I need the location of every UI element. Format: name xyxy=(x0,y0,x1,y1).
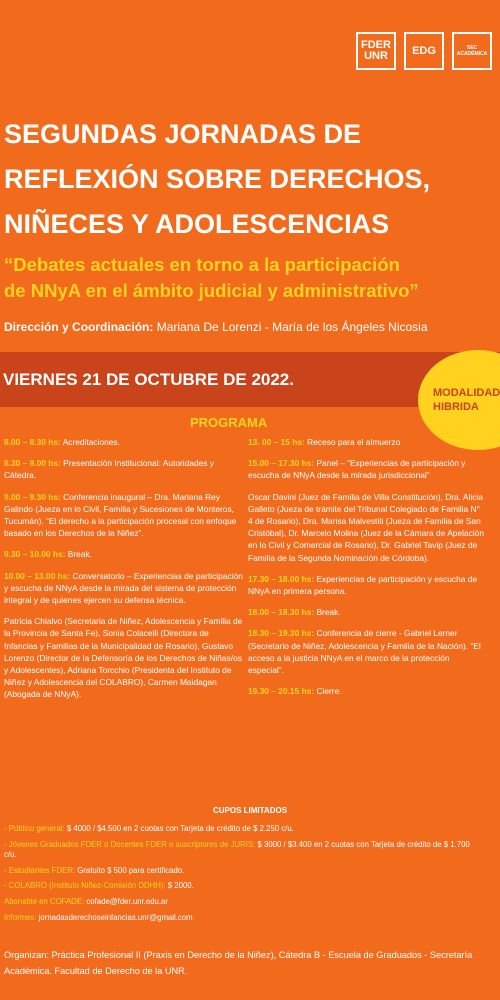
contact-email[interactable]: jornadasderechoseinfancias.unr@gmail.com xyxy=(36,912,193,922)
program-item xyxy=(248,627,484,676)
event-title xyxy=(4,112,494,247)
program-column-right xyxy=(248,436,484,706)
fee-value: $ 2000. xyxy=(165,881,194,891)
organizers-text: Organizan: Práctica Profesional II (Praxis en Derecho de la Niñez), Cátedra B - Escuela de Graduados - Secretaría Académica. Facultad de Derecho de la UNR. xyxy=(4,950,473,976)
program-time: 18.30 – 19.30 hs: xyxy=(248,628,315,639)
program-item xyxy=(4,548,244,560)
program-item xyxy=(4,436,244,448)
fee-value: $ 4000 / $4.500 en 2 cuotas con Tarjeta de crédito de $ 2.250 c/u. xyxy=(64,824,294,833)
program-desc: Receso para el almuerzo xyxy=(307,437,401,447)
fee-label: - COLABRO (Instituto Niñez-Comisión DDHH): xyxy=(4,881,166,891)
fees-list xyxy=(4,824,484,928)
event-date: VIERNES 21 DE OCTUBRE DE 2022. xyxy=(3,369,294,389)
contact-email[interactable]: cofade@fder.unr.edu.ar xyxy=(84,896,168,906)
program-desc: Patricia Chialvo (Secretaria de Niñez, Adolescencia y Familia de la Provincia de Santa Fe), Sonia Colacelli (Directora de Infancias y Familias de la Municipalidad de Rosario), Gustavo Lorenzo (Director de la Defensoría de los Derechos de Niñas/os y Adolescentes), Adriana Torcchio (Presidenta del Instituto de Niñez y Adolescencia del COLABRO), Carmen Maidagan (Abogada de NNyA). xyxy=(4,616,243,700)
fee-item xyxy=(4,840,484,861)
fee-label: Abonable en COFADE: xyxy=(4,896,85,906)
program-desc: Break. xyxy=(316,607,341,618)
modalidad-line: MODALIDAD xyxy=(433,387,500,399)
program-item xyxy=(248,457,484,481)
program-time: 17.30 – 18.00 hs: xyxy=(248,573,315,584)
program-item xyxy=(4,491,244,540)
direccion-names: Mariana De Lorenzi - María de los Ángeles Nicosia xyxy=(156,320,428,334)
program-item xyxy=(248,685,484,697)
program-desc: Acreditaciones. xyxy=(62,437,120,447)
fder-unr-logo: FDER UNR xyxy=(356,32,396,70)
program-time: 8.00 – 8.30 hs: xyxy=(4,437,61,447)
program-desc: Conversatorio – Experiencias de participación y escucha de NNyA desde la mirada del sistema de protección integral y de quienes ejercen su defensa técnica. xyxy=(4,570,243,606)
program-time: 9.00 – 9.30 hs: xyxy=(4,491,61,502)
program-time: 18.00 – 18.30 hs: xyxy=(248,607,315,618)
program-desc: Cierre. xyxy=(316,686,342,697)
program-item xyxy=(248,436,484,448)
fee-item xyxy=(4,897,484,908)
edg-logo: EDG xyxy=(404,32,444,70)
title-line: REFLEXIÓN SOBRE DERECHOS, xyxy=(4,164,431,194)
fee-value: $ 3000 / $3.400 en 2 cuotas con Tarjeta de crédito de $ 1.700 c/u. xyxy=(4,839,470,860)
program-time: 19.30 – 20.15 hs: xyxy=(248,686,315,697)
program-desc: Panel – “Experiencias de participación y escucha de NNyA desde la mirada jurisdiccional” xyxy=(248,458,466,481)
title-line: SEGUNDAS JORNADAS DE xyxy=(4,119,362,149)
program-time: 8.30 – 9.00 hs: xyxy=(4,458,61,469)
program-item xyxy=(248,573,484,597)
sec-academica-logo: SEC ACADÉMICA xyxy=(452,32,492,70)
program-column-left xyxy=(4,436,244,710)
program-item xyxy=(4,457,244,481)
program-time: 9.30 – 10.00 hs: xyxy=(4,549,66,560)
title-line: NIÑECES Y ADOLESCENCIAS xyxy=(4,209,390,239)
subtitle-line: “Debates actuales en torno a la participación xyxy=(4,254,400,275)
fee-label: - Estudiantes FDER: xyxy=(4,865,76,875)
program-desc: Presentación Institucional: Autoridades y Cátedra. xyxy=(4,458,214,481)
fee-label: - Público general: xyxy=(4,824,65,833)
fee-label: Informes: xyxy=(4,912,37,922)
program-desc: Experiencias de participación y escucha de NNyA en primera persona. xyxy=(248,573,478,597)
program-speakers xyxy=(248,491,484,564)
program-time: 15.00 – 17.30 hs: xyxy=(248,458,315,469)
modalidad-line: HIBRIDA xyxy=(433,401,479,413)
program-desc: Oscar Davini (Juez de Familia de Villa Constitución), Dra. Alicia Galleto (Jueza de trámite del Tribunal Colegiado de Familia N° 4 de Rosario), Dra. Marisa Malvestiti (Jueza de Familia de San Cristóbal), Dr. Marcelo Molina (Juez de la Cámara de Apelación en lo Civil y Comercial de Rosario), Dr. Gabriel Tavip (Juez de Familia de la Segunda Nominación de Córdoba). xyxy=(248,491,484,563)
direccion-coordinacion xyxy=(4,320,428,334)
logo-group xyxy=(356,32,492,70)
fee-label: - Jóvenes Graduados FDER o Docentes FDER o suscriptores de JURIS: xyxy=(4,839,256,849)
fee-item xyxy=(4,913,484,924)
program-item xyxy=(4,570,244,607)
subtitle-line: de NNyA en el ámbito judicial y administrativo” xyxy=(4,280,419,301)
programa-heading: PROGRAMA xyxy=(190,415,268,430)
fee-item xyxy=(4,824,484,835)
fee-item xyxy=(4,866,484,877)
direccion-label: Dirección y Coordinación: xyxy=(4,320,154,334)
program-desc: Break. xyxy=(67,549,93,560)
program-desc: Conferencia inaugural – Dra. Mariana Rey Galindo (Jueza en lo Civil, Familia y Sucesiones de Monteros, Tucumán). “El derecho a la participación procesal con enfoque basado en los Derechos de la Niñez”. xyxy=(4,491,237,539)
fee-value: Gratuito $ 500 para certificado. xyxy=(75,865,185,875)
program-time: 10.00 – 13.00 hs: xyxy=(4,570,71,581)
program-desc: Conferencia de cierre - Gabriel Lerner (Secretario de Niñez, Adolescencia y Familia de la Nación). “El acceso a la justicia NNyA en el marco de la protección especial”. xyxy=(248,628,481,676)
fee-item xyxy=(4,881,484,892)
program-time: 13. 00 – 15 hs: xyxy=(248,437,305,447)
program-item xyxy=(248,606,484,618)
program-speakers xyxy=(4,615,244,700)
cupos-heading: CUPOS LIMITADOS xyxy=(212,806,288,815)
event-subtitle xyxy=(4,252,496,304)
